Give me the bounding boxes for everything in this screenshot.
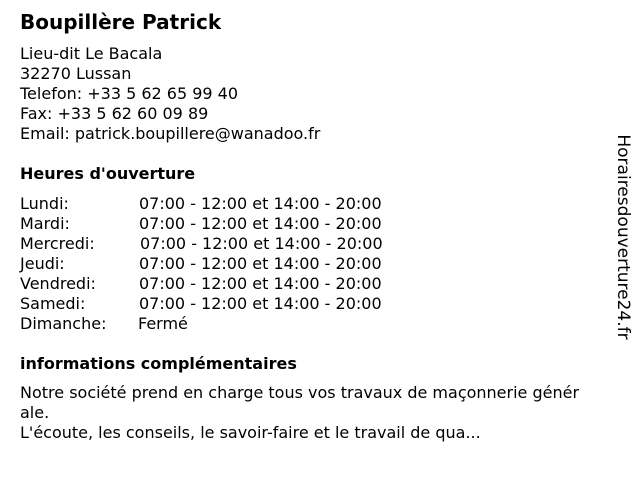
phone-number: Telefon: +33 5 62 65 99 40 <box>20 84 239 103</box>
info-description <box>20 383 620 443</box>
day-wednesday-label: Mercredi: <box>20 234 95 253</box>
site-watermark: Horairesdouverture24.fr <box>613 134 633 340</box>
fax-number: Fax: +33 5 62 60 09 89 <box>20 104 209 123</box>
day-friday-label: Vendredi: <box>20 274 96 293</box>
info-text-line: ale. <box>20 403 50 422</box>
email-address: Email: patrick.boupillere@wanadoo.fr <box>20 124 321 143</box>
opening-hours-heading: Heures d'ouverture <box>20 164 196 183</box>
day-wednesday-hours: 07:00 - 12:00 et 14:00 - 20:00 <box>140 234 383 253</box>
business-name: Boupillère Patrick <box>20 10 222 34</box>
day-tuesday-hours: 07:00 - 12:00 et 14:00 - 20:00 <box>139 214 382 233</box>
day-thursday-label: Jeudi: <box>20 254 65 273</box>
day-monday-label: Lundi: <box>20 194 69 213</box>
day-saturday-hours: 07:00 - 12:00 et 14:00 - 20:00 <box>139 294 382 313</box>
info-heading: informations complémentaires <box>20 354 297 373</box>
day-sunday-hours: Fermé <box>138 314 188 333</box>
address-city: 32270 Lussan <box>20 64 132 83</box>
day-friday-hours: 07:00 - 12:00 et 14:00 - 20:00 <box>139 274 382 293</box>
day-saturday-label: Samedi: <box>20 294 86 313</box>
day-monday-hours: 07:00 - 12:00 et 14:00 - 20:00 <box>139 194 382 213</box>
info-text-line: Notre société prend en charge tous vos travaux de maçonnerie génér <box>20 383 580 402</box>
day-thursday-hours: 07:00 - 12:00 et 14:00 - 20:00 <box>139 254 382 273</box>
address-street: Lieu-dit Le Bacala <box>20 44 163 63</box>
info-text-line: L'écoute, les conseils, le savoir-faire et le travail de qua... <box>20 423 481 442</box>
day-sunday-label: Dimanche: <box>20 314 107 333</box>
day-tuesday-label: Mardi: <box>20 214 70 233</box>
